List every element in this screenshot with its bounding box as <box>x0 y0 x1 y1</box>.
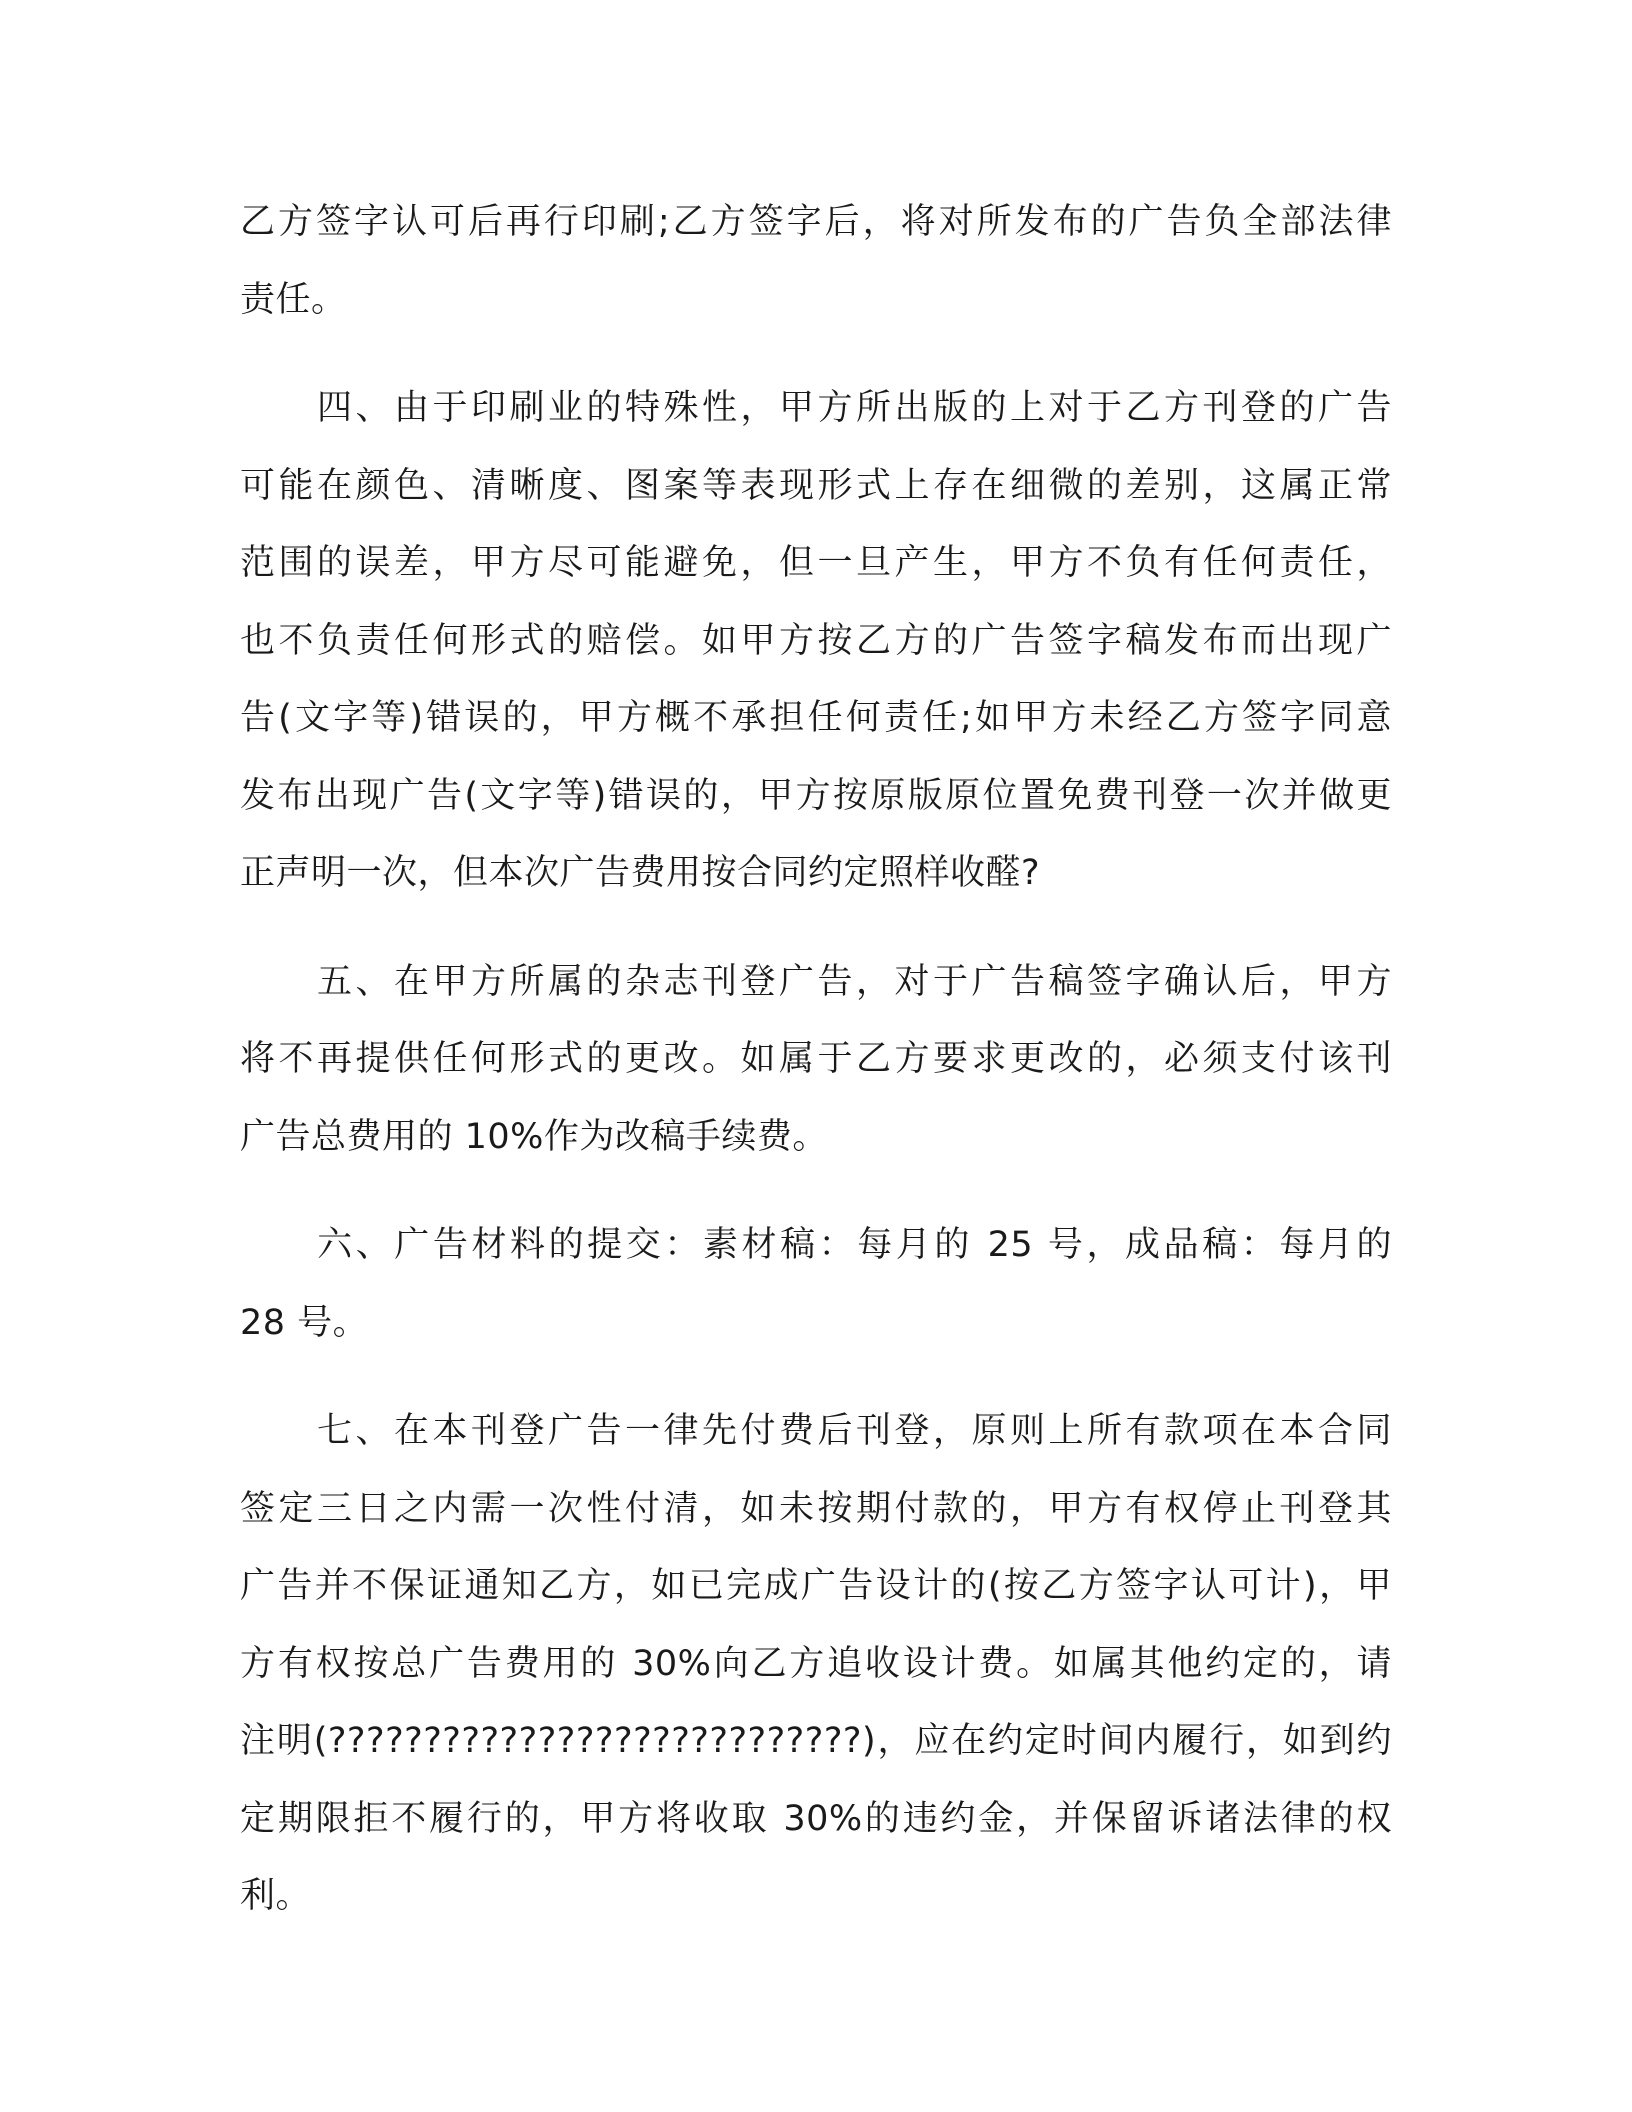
text-line: 28 号。 <box>240 1302 369 1343</box>
text-line: 四、由于印刷业的特殊性，甲方所出版的上对于乙方刊登的广告 <box>240 388 1392 428</box>
text-line: 注明(????????????????????????????)，应在约定时间内履行，如到约 <box>240 1721 1392 1761</box>
text-line: 六、广告材料的提交：素材稿：每月的 25 号，成品稿：每月的 <box>240 1225 1392 1265</box>
text-line: 责任。 <box>240 279 347 320</box>
text-line: 方有权按总广告费用的 30%向乙方追收设计费。如属其他约定的，请 <box>240 1643 1392 1684</box>
text-line: 定期限拒不履行的，甲方将收取 30%的违约金，并保留诉诸法律的权 <box>240 1798 1392 1839</box>
text-line: 利。 <box>240 1876 312 1916</box>
paragraph-clause-four <box>240 370 1392 913</box>
paragraph-continuation <box>240 184 1392 339</box>
text-line: 正声明一次，但本次广告费用按合同约定照样收醛? <box>240 853 1041 893</box>
text-line: 范围的误差，甲方尽可能避免，但一旦产生，甲方不负有任何责任， <box>240 543 1392 583</box>
paragraph-clause-seven <box>240 1393 1392 1936</box>
text-line: 乙方签字认可后再行印刷;乙方签字后，将对所发布的广告负全部法律 <box>240 202 1392 242</box>
text-line: 将不再提供任何形式的更改。如属于乙方要求更改的，必须支付该刊 <box>240 1039 1392 1079</box>
text-line: 广告并不保证通知乙方，如已完成广告设计的(按乙方签字认可计)，甲 <box>240 1566 1392 1606</box>
text-line: 广告总费用的 10%作为改稿手续费。 <box>240 1116 828 1157</box>
text-line: 五、在甲方所属的杂志刊登广告，对于广告稿签字确认后，甲方 <box>240 961 1392 1002</box>
text-line: 签定三日之内需一次性付清，如未按期付款的，甲方有权停止刊登其 <box>240 1488 1392 1529</box>
paragraph-clause-five <box>240 944 1392 1177</box>
text-line: 发布出现广告(文字等)错误的，甲方按原版原位置免费刊登一次并做更 <box>240 775 1392 816</box>
text-line: 可能在颜色、清晰度、图案等表现形式上存在细微的差别，这属正常 <box>240 465 1392 506</box>
text-line: 七、在本刊登广告一律先付费后刊登，原则上所有款项在本合同 <box>240 1411 1392 1451</box>
text-line: 也不负责任何形式的赔偿。如甲方按乙方的广告签字稿发布而出现广 <box>240 620 1392 661</box>
document-page <box>240 184 1392 1967</box>
text-line: 告(文字等)错误的，甲方概不承担任何责任;如甲方未经乙方签字同意 <box>240 698 1392 738</box>
paragraph-clause-six <box>240 1207 1392 1362</box>
